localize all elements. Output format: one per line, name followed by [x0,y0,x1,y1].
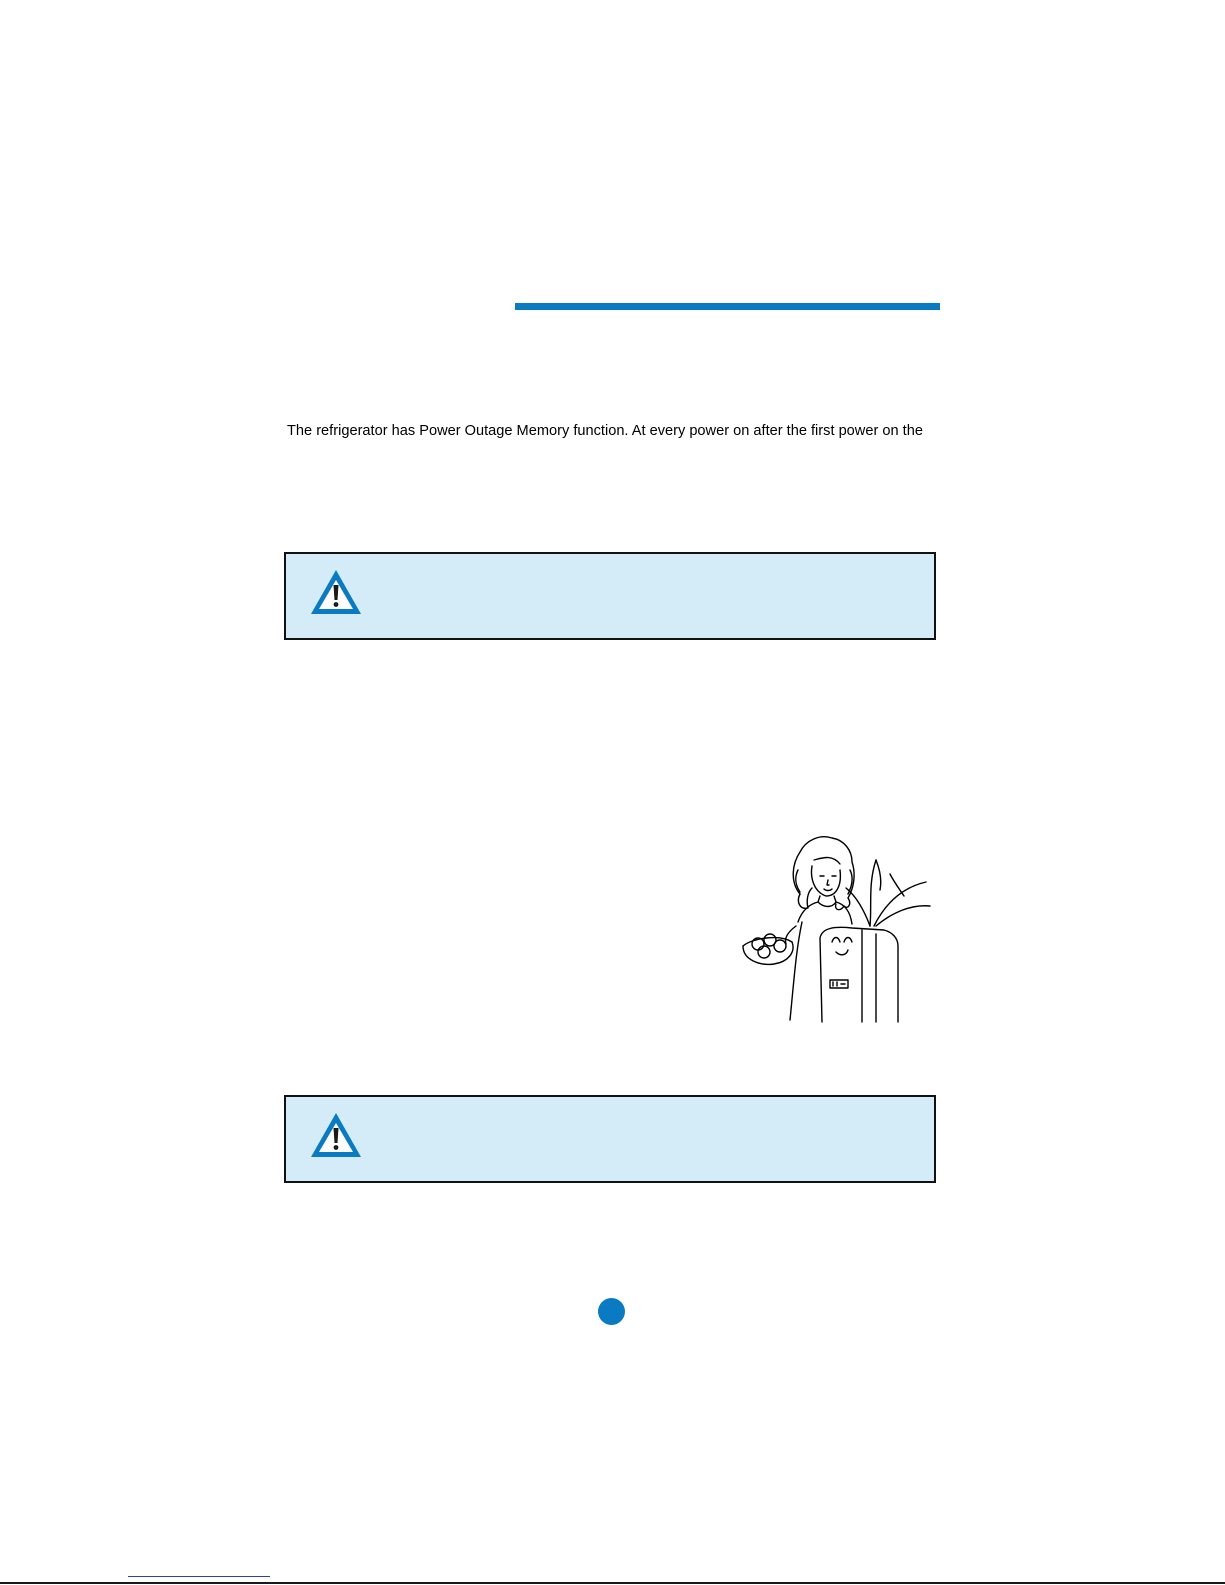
warning-triangle-icon [308,567,364,617]
warning-box-1 [284,552,936,640]
warning-box-2 [284,1095,936,1183]
page-number-dot [598,1298,625,1325]
section-header-rule [515,303,940,310]
footer-link-underline[interactable] [128,1576,270,1577]
woman-with-refrigerator-illustration [740,830,940,1028]
footer-rule [0,1582,1225,1584]
warning-triangle-icon [308,1110,364,1160]
body-paragraph: The refrigerator has Power Outage Memory function. At every power on after the first power on the [287,423,923,439]
